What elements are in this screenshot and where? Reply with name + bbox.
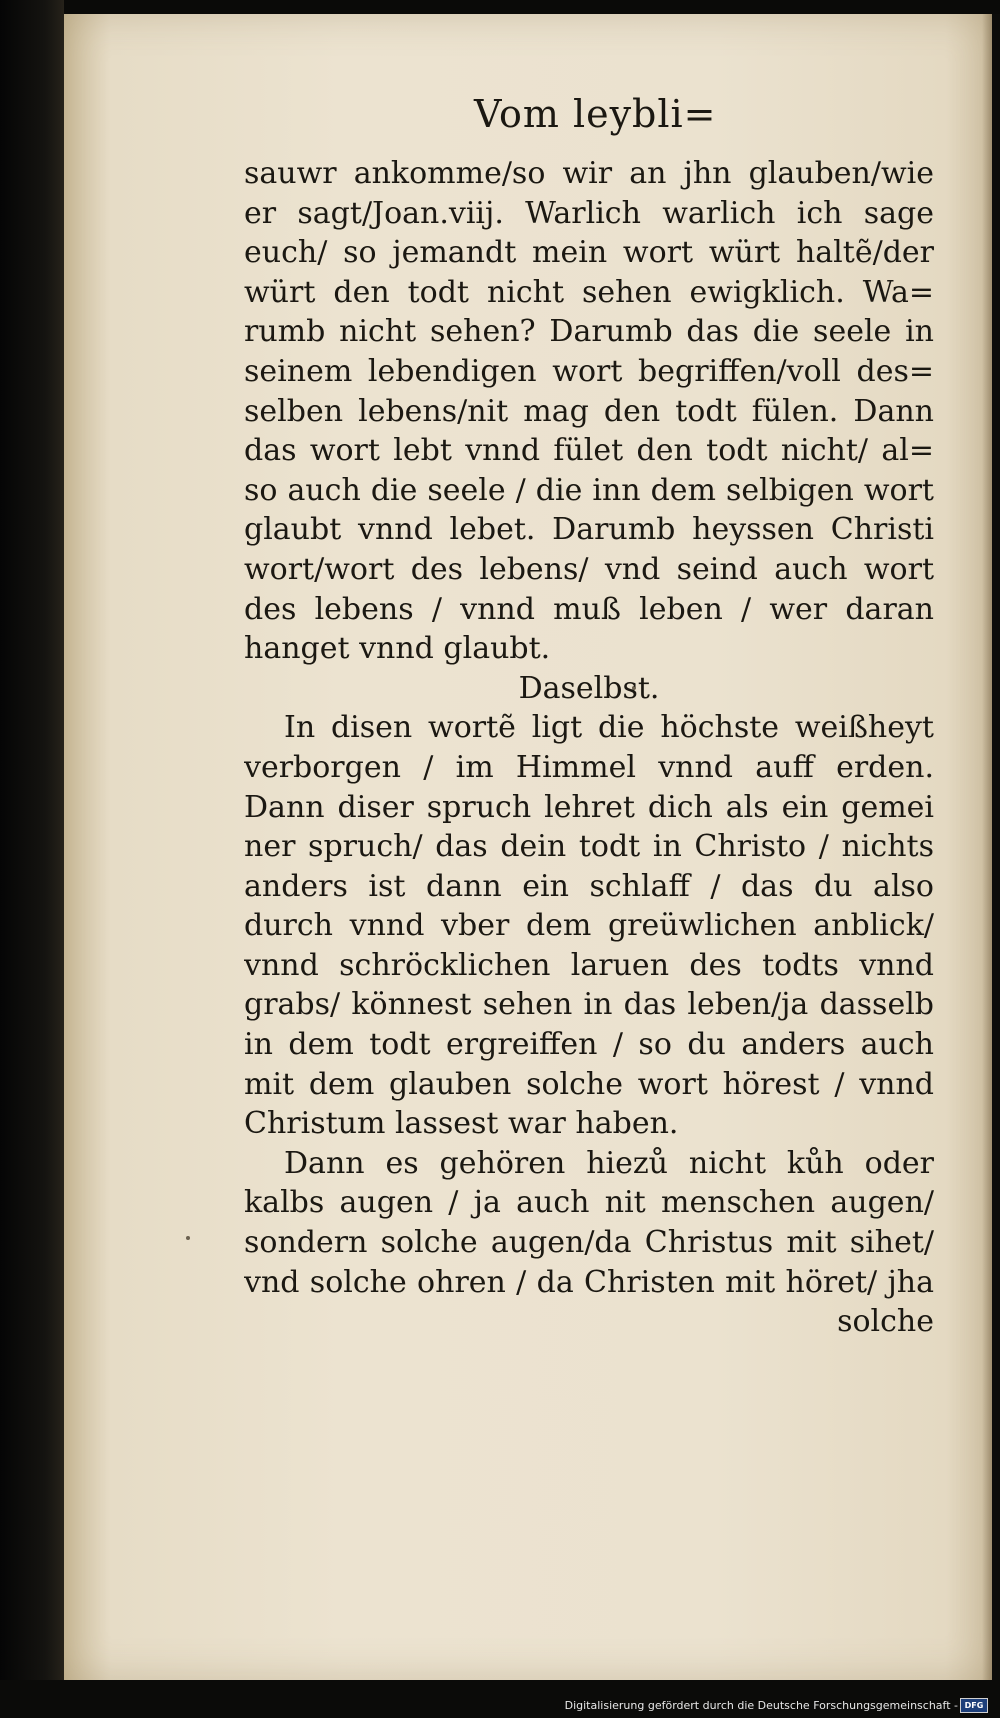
text-line: Dann es gehören hiezů nicht kůh oder bbox=[284, 1145, 934, 1181]
text-line: vnd solche ohren / da Christen mit höret/ jha bbox=[244, 1264, 934, 1300]
text-line: rumb nicht sehen? Darumb das die seele in bbox=[244, 314, 934, 350]
text-line: kalbs augen / ja auch nit menschen augen/ bbox=[244, 1185, 934, 1221]
section-heading: Daselbst. bbox=[518, 670, 660, 706]
text-line: euch/ so jemandt mein wort würt haltẽ/der bbox=[244, 235, 934, 271]
text-line: mit dem glauben solche wort hörest / vnnd bbox=[244, 1066, 934, 1102]
text-line: seinem lebendigen wort begriffen/voll des= bbox=[244, 353, 934, 389]
running-head: Vom leybli= bbox=[474, 92, 717, 136]
text-line: wort/wort des lebens/ vnd seind auch wort bbox=[244, 551, 934, 587]
funding-credit: Digitalisierung gefördert durch die Deutsche Forschungsgemeinschaft - bbox=[564, 1699, 958, 1712]
text-line: selben lebens/nit mag den todt fülen. Dann bbox=[244, 393, 934, 429]
book-page bbox=[64, 14, 992, 1680]
text-line: vnnd schröcklichen laruen des todts vnnd bbox=[244, 947, 934, 983]
scan-top-border bbox=[0, 0, 1000, 14]
text-line: würt den todt nicht sehen ewigklich. Wa= bbox=[244, 274, 934, 310]
text-line: in dem todt ergreiffen / so du anders auch bbox=[244, 1027, 934, 1063]
text-line: so auch die seele / die inn dem selbigen wort bbox=[244, 472, 934, 508]
text-line: ner spruch/ das dein todt in Christo / nichts bbox=[244, 829, 934, 865]
scan-left-border bbox=[0, 0, 64, 1718]
text-line: Dann diser spruch lehret dich als ein gemei bbox=[244, 789, 934, 825]
text-line: verborgen / im Himmel vnnd auff erden. bbox=[244, 749, 934, 785]
catchword: solche bbox=[837, 1304, 934, 1340]
text-line: das wort lebt vnnd fület den todt nicht/ al= bbox=[244, 433, 934, 469]
text-line: sondern solche augen/da Christus mit sihet/ bbox=[244, 1225, 934, 1261]
dfg-logo: DFG bbox=[960, 1698, 988, 1713]
text-block bbox=[244, 154, 934, 1342]
text-line: des lebens / vnnd muß leben / wer daran bbox=[244, 591, 934, 627]
paper-speck bbox=[186, 1236, 190, 1240]
text-line: durch vnnd vber dem greüwlichen anblick/ bbox=[244, 908, 934, 944]
text-line: Christum lassest war haben. bbox=[244, 1106, 679, 1142]
text-line: glaubt vnnd lebet. Darumb heyssen Christi bbox=[244, 512, 934, 548]
text-line: grabs/ könnest sehen in das leben/ja dasselb bbox=[244, 987, 934, 1023]
text-line: In disen wortẽ ligt die höchste weißheyt bbox=[284, 710, 934, 746]
page-edge-shadow bbox=[982, 14, 992, 1680]
text-line: anders ist dann ein schlaff / das du also bbox=[244, 868, 934, 904]
text-line: sauwr ankomme/so wir an jhn glauben/wie bbox=[244, 156, 934, 191]
text-line: hanget vnnd glaubt. bbox=[244, 631, 551, 667]
text-line: er sagt/Joan.viij. Warlich warlich ich sage bbox=[244, 195, 934, 231]
